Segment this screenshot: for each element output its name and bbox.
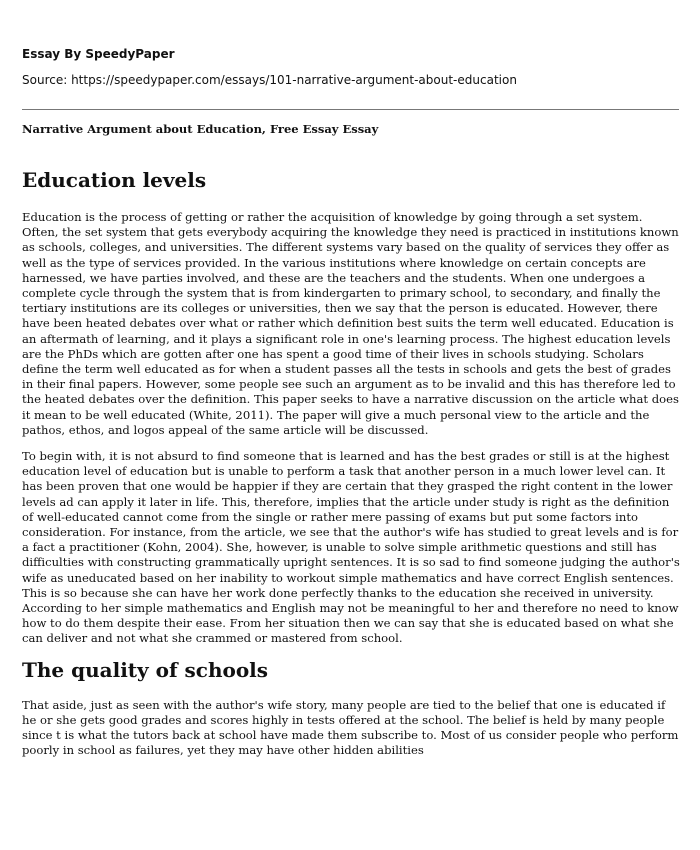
section-heading-quality-of-schools: The quality of schools — [22, 657, 269, 682]
paragraph: That aside, just as seen with the author's wife story, many people are tied to the belief that one is educated if he or she gets good grades and scores highly in tests offered at the school. The belief is held by many people since t is what the tutors back at school have made them subscribe to. Most of us consider people who perform poorly in school as failures, yet they may have other hidden abilities — [22, 697, 679, 758]
paragraph: To begin with, it is not absurd to find someone that is learned and has the best grades or still is at the highest education level of education but is unable to perform a task that another person in a much lower level can. It has been proven that one would be happier if they are certain that they grasped the right content in the lower levels ad can apply it later in life. This, therefore, implies that the article under study is right as the definition of well-educated cannot come from the single or rather mere passing of exams but put some factors into consideration. For instance, from the article, we see that the author's wife has studied to great levels and is for a fact a practitioner (Kohn, 2004). She, however, is unable to solve simple arithmetic questions and still has difficulties with constructing grammatically upright sentences. It is so sad to find someone judging the author's wife as uneducated based on her inability to workout simple mathematics and have correct English sentences. This is so because she can have her work done perfectly thanks to the education she received in university. According to her simple mathematics and English may not be meaningful to her and therefore no need to know how to do them despite their ease. From her situation then we can say that she is educated based on what she can deliver and not what she crammed or mastered from school. — [22, 449, 680, 646]
site-brand: Essay By SpeedyPaper — [22, 47, 175, 61]
essay-body — [22, 168, 680, 770]
source-line: Source: https://speedypaper.com/essays/101-narrative-argument-about-education — [22, 73, 517, 87]
section-heading-education-levels: Education levels — [22, 168, 207, 192]
divider — [22, 109, 679, 110]
document-title: Narrative Argument about Education, Free Essay Essay — [22, 122, 379, 136]
paragraph: Education is the process of getting or rather the acquisition of knowledge by going through a set system. Often, the set system that gets everybody acquiring the knowledge they need is practiced in institutions known as schools, colleges, and universities. The different systems vary based on the quality of services they offer as well as the type of services provided. In the various institutions where knowledge on certain concepts are harnessed, we have parties involved, and these are the teachers and the students. When one undergoes a complete cycle through the system that is from kindergarten to primary school, to secondary, and finally the tertiary institutions are its colleges or universities, then we say that the person is educated. However, there have been heated debates over what or rather which definition best suits the term well educated. Education is an aftermath of learning, and it plays a significant role in one's learning process. The highest education levels are the PhDs which are gotten after one has spent a good time of their lives in schools studying. Scholars define the term well educated as for when a student passes all the tests in schools and gets the best of grades in their final papers. However, some people see such an argument as to be invalid and this has therefore led to the heated debates over the definition. This paper seeks to have a narrative discussion on the article what does it mean to be well educated (White, 2011). The paper will give a much personal view to the article and the pathos, ethos, and logos appeal of the same article will be discussed. — [22, 210, 679, 437]
